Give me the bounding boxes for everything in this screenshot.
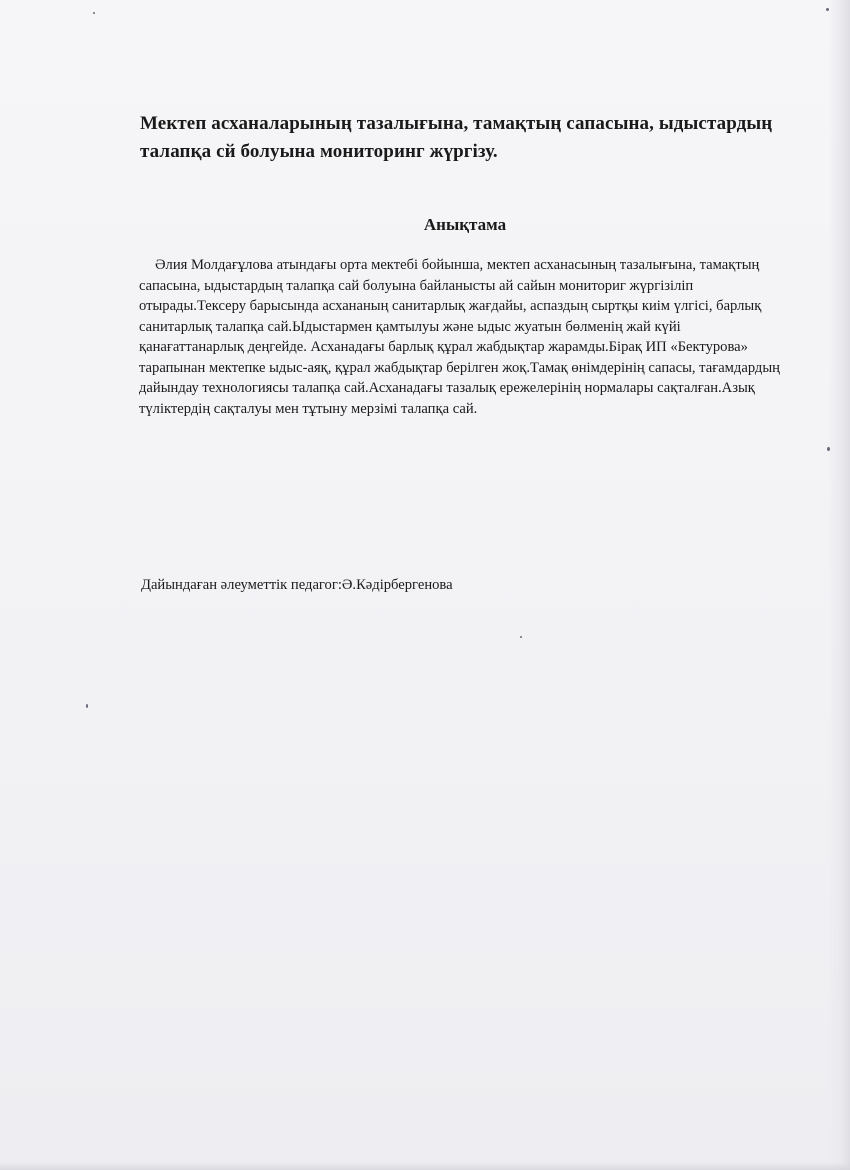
scan-speck <box>93 12 95 14</box>
document-body-paragraph: Әлия Молдағұлова атындағы орта мектебі бойынша, мектеп асханасының тазалығына, тамақтың сапасына, ыдыстардың талапқа сай болуына байланысты ай сайын мониториг жүргізіліп отырады.Тексеру барысында асхананың санитарлық жағдайы, аспаздың сыртқы киім үлгісі, барлық санитарлық талапқа сай.Ыдыстармен қамтылуы және ыдыс жуатын бөлменің жай күйі қанағаттанарлық деңгейде. Асханадағы барлық құрал жабдықтар жарамды.Бірақ ИП «Бектурова» тарапынан мектепке ыдыс-аяқ, құрал жабдықтар берілген жоқ.Тамақ өнімдерінің сапасы, тағамдардың дайындау технологиясы талапқа сай.Асханадағы тазалық ережелерінің нормалары сақталған.Азық түліктердің сақталуы мен тұтыну мерзімі талапқа сай. <box>139 257 780 417</box>
scan-speck <box>827 447 830 451</box>
scan-speck <box>520 636 522 638</box>
document-subtitle: Анықтама <box>423 215 507 234</box>
document-author-line: Дайындаған әлеуметтік педагог:Ә.Кәдірбергенова <box>141 577 453 593</box>
scan-edge-shadow <box>828 0 850 1170</box>
scan-speck <box>826 8 829 11</box>
scan-speck <box>86 704 88 708</box>
scan-bottom-shadow <box>0 1162 850 1170</box>
document-heading: Мектеп асханаларының тазалығына, тамақтың сапасына, ыдыстардың талапқа сй болуына мониторинг жүргізу. <box>140 113 773 162</box>
